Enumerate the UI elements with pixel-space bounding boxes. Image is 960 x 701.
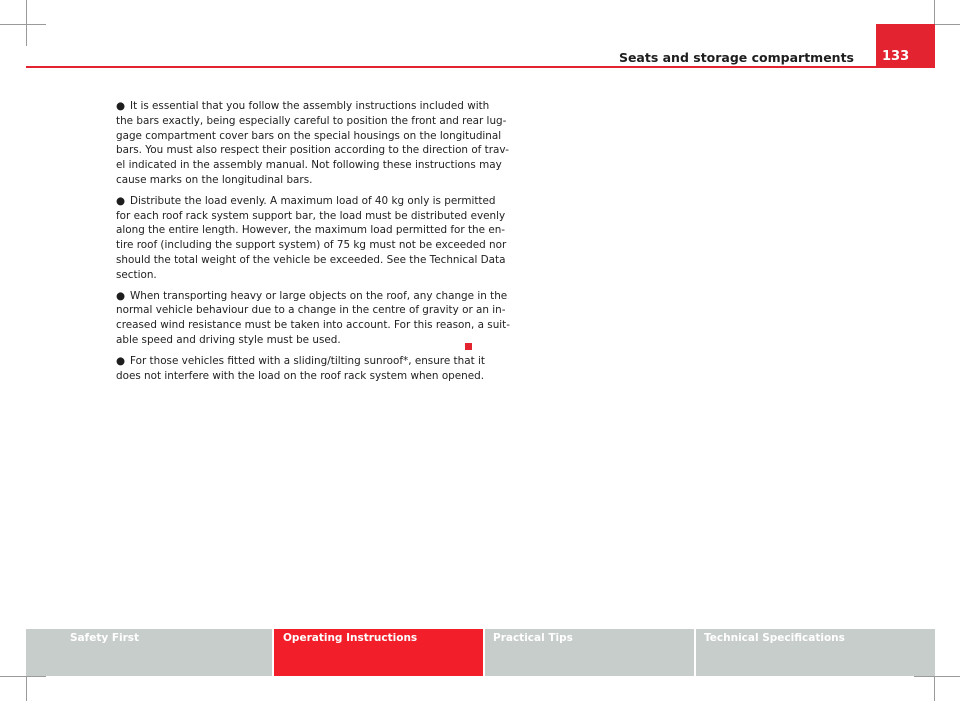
- text-line: along the entire length. However, the maximum load permitted for the en-: [116, 224, 506, 237]
- page-number: 133: [882, 49, 910, 64]
- tab-practical-tips[interactable]: Practical Tips: [483, 629, 694, 676]
- text-line: for each roof rack system support bar, the load must be distributed evenly: [116, 209, 506, 222]
- body-text: [116, 99, 510, 389]
- text-line: able speed and driving style must be used.: [116, 333, 341, 346]
- text-line: tire roof (including the support system) of 75 kg must not be exceeded nor: [116, 239, 507, 252]
- text-line: section.: [116, 268, 157, 281]
- text-line: el indicated in the assembly manual. Not following these instructions may: [116, 159, 502, 172]
- crop-mark: [26, 0, 27, 46]
- crop-mark: [0, 676, 46, 677]
- tab-safety-first[interactable]: Safety First: [26, 629, 272, 676]
- bullet-icon: ●: [116, 194, 126, 207]
- text-line: the bars exactly, being especially careful to position the front and rear lug-: [116, 114, 507, 127]
- bullet-paragraph: [116, 194, 507, 283]
- page-number-box: [876, 24, 935, 68]
- text-line: ● Distribute the load evenly. A maximum load of 40 kg only is permitted: [116, 194, 496, 207]
- bullet-icon: ●: [116, 354, 126, 367]
- text-line: bars. You must also respect their position according to the direction of trav-: [116, 144, 509, 157]
- text-line: ● It is essential that you follow the assembly instructions included with: [116, 100, 490, 112]
- bullet-icon: ●: [116, 100, 126, 112]
- text-line: gage compartment cover bars on the special housings on the longitudinal: [116, 129, 502, 142]
- bullet-icon: ●: [116, 289, 126, 302]
- text-line: normal vehicle behaviour due to a change in the centre of gravity or an in-: [116, 304, 506, 317]
- text-line: ● When transporting heavy or large objects on the roof, any change in the: [116, 289, 508, 302]
- bullet-paragraph: [116, 99, 509, 188]
- bullet-paragraph: [116, 354, 485, 384]
- text-line: cause marks on the longitudinal bars.: [116, 173, 313, 186]
- text-line: does not interfere with the load on the roof rack system when opened.: [116, 369, 485, 382]
- running-section-title: Seats and storage compartments: [618, 50, 854, 65]
- crop-mark: [0, 24, 46, 25]
- section-end-square-icon: [465, 343, 472, 350]
- bullet-paragraph: [116, 289, 510, 348]
- text-line: should the total weight of the vehicle be exceeded. See the Technical Data: [116, 253, 506, 266]
- text-line: creased wind resistance must be taken into account. For this reason, a suit-: [116, 319, 510, 332]
- header-rule: [26, 66, 935, 68]
- crop-mark: [914, 676, 960, 677]
- tab-operating-instructions[interactable]: Operating Instructions: [272, 629, 483, 676]
- text-line: ● For those vehicles fitted with a sliding/tilting sunroof*, ensure that it: [116, 354, 485, 367]
- tab-technical-specifications[interactable]: Technical Specifications: [694, 629, 935, 676]
- footer-chapter-tabs: [26, 629, 935, 676]
